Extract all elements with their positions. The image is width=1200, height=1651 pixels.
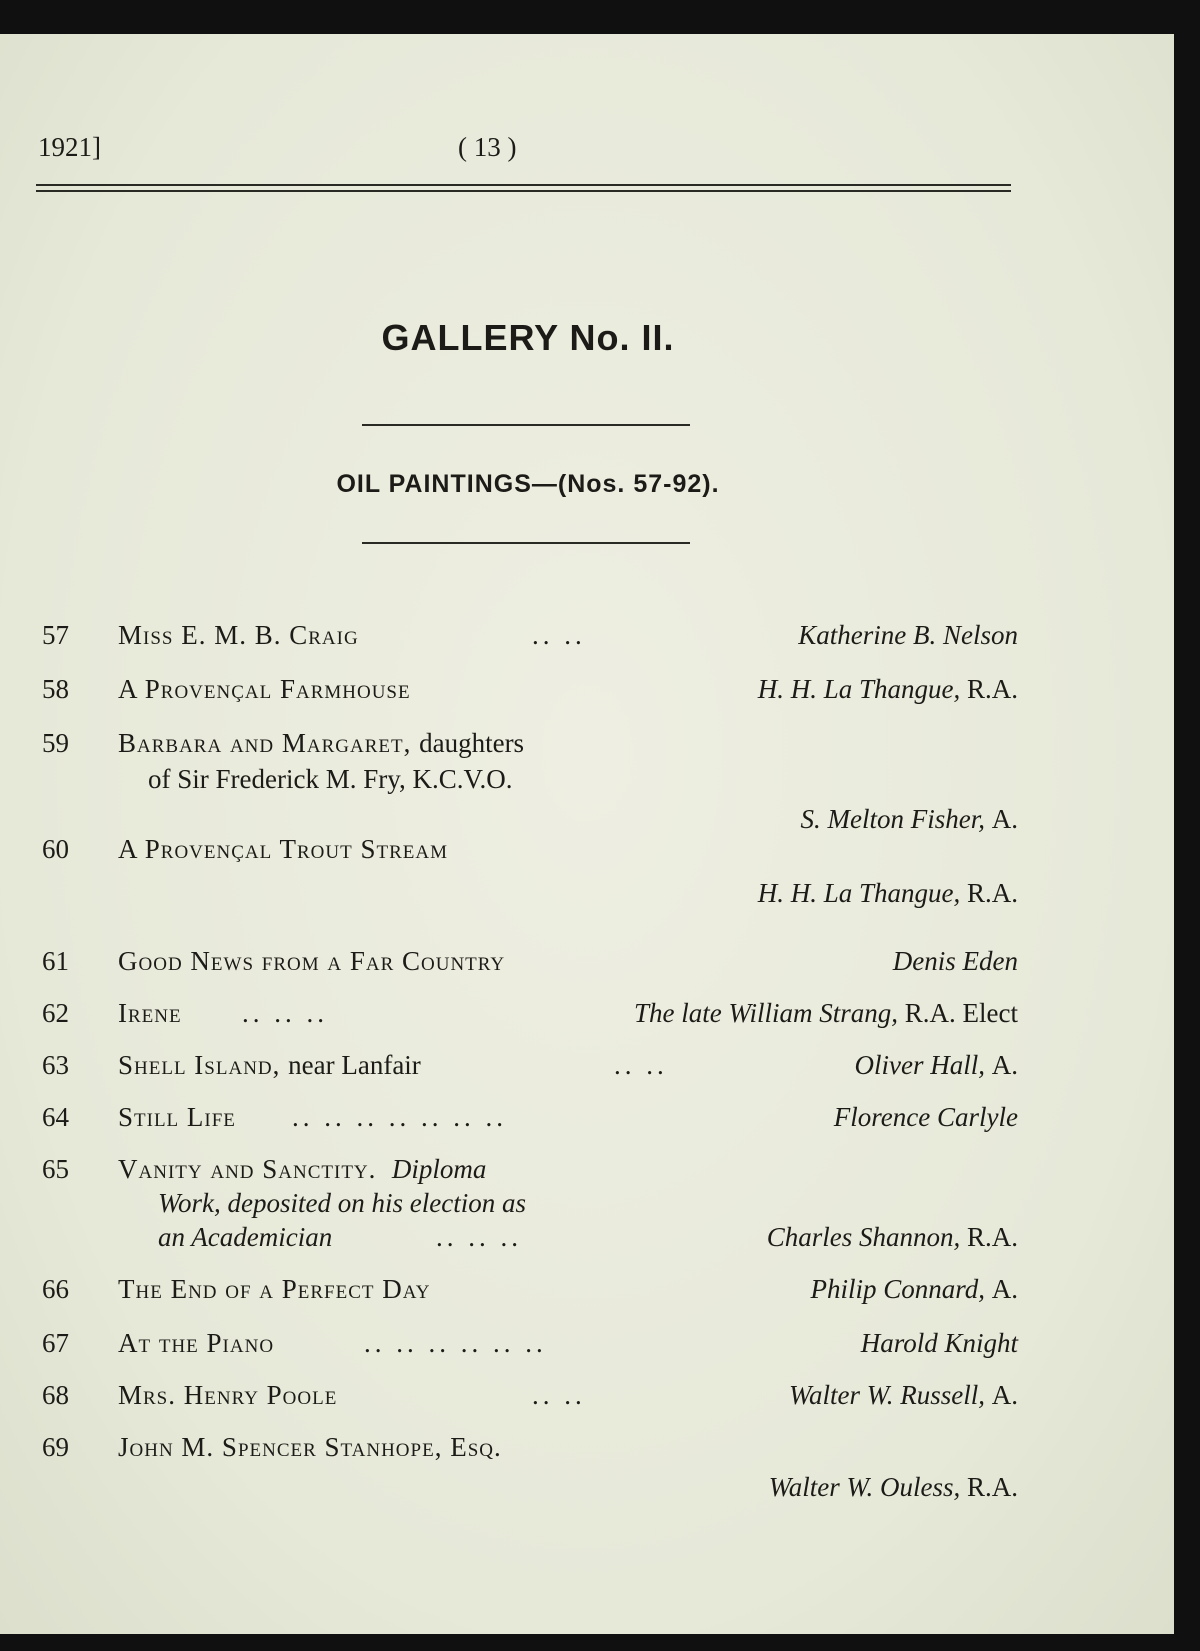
artist-name: Charles Shannon, — [766, 1222, 961, 1252]
dot-leader: .. .. .. — [242, 998, 328, 1028]
section-title: OIL PAINTINGS—(Nos. 57-92). — [336, 470, 720, 498]
entry-title: Mrs. Henry Poole — [118, 1380, 338, 1410]
title-rule-upper — [362, 424, 690, 426]
entry-title: Still Life — [118, 1102, 236, 1132]
entry-title-main: Barbara and Margaret, — [118, 728, 412, 758]
artist-rank: R.A. — [966, 674, 1018, 704]
artist-rank: A. — [991, 1050, 1018, 1080]
entry-artist — [810, 1274, 1018, 1305]
year-label: 1921] — [38, 132, 101, 162]
entry-artist — [767, 1222, 1018, 1253]
catalogue-page — [0, 34, 1174, 1634]
artist-name: H. H. La Thangue, — [757, 878, 961, 908]
gallery-title: GALLERY No. II. — [381, 317, 675, 358]
dot-leader: .. .. — [614, 1050, 668, 1080]
entry-title: Good News from a Far Country — [118, 946, 506, 976]
entry-number: 61 — [42, 946, 69, 976]
artist-name: H. H. La Thangue, — [757, 674, 961, 704]
entry-number: 63 — [42, 1050, 69, 1080]
entry-title: A Provençal Trout Stream — [118, 834, 448, 864]
entry-title-rest: Diploma — [391, 1154, 487, 1184]
entry-number: 58 — [42, 674, 69, 704]
entry-artist — [798, 620, 1018, 651]
entry-artist — [861, 1328, 1018, 1359]
entry-artist — [634, 998, 1018, 1029]
entry-number: 62 — [42, 998, 69, 1028]
entry-number: 64 — [42, 1102, 69, 1132]
artist-name: Katherine B. Nelson — [798, 620, 1018, 650]
entry-title: The End of a Perfect Day — [118, 1274, 431, 1304]
entry-number: 66 — [42, 1274, 69, 1304]
title-rule-lower — [362, 542, 690, 544]
dot-leader: .. .. .. — [436, 1222, 522, 1252]
header-double-rule — [36, 184, 1011, 192]
entry-number: 68 — [42, 1380, 69, 1410]
entry-artist — [769, 1472, 1018, 1503]
entry-title: At the Piano — [118, 1328, 275, 1358]
artist-name: Harold Knight — [860, 1328, 1018, 1358]
entry-artist — [789, 1380, 1018, 1411]
artist-rank: R.A. — [966, 1472, 1018, 1502]
entry-title — [118, 1050, 421, 1081]
entry-number: 69 — [42, 1432, 69, 1462]
entry-title-rest: near Lanfair — [288, 1050, 421, 1080]
entry-title-line2: of Sir Frederick M. Fry, K.C.V.O. — [148, 764, 513, 794]
artist-name: The late William Strang, — [634, 998, 899, 1028]
entry-number: 60 — [42, 834, 69, 864]
artist-name: Walter W. Ouless, — [768, 1472, 961, 1502]
artist-rank: R.A. — [966, 878, 1018, 908]
entry-number: 57 — [42, 620, 69, 650]
entry-title: A Provençal Farmhouse — [118, 674, 411, 704]
entry-title-main: Shell Island, — [118, 1050, 281, 1080]
artist-name: Denis Eden — [892, 946, 1018, 976]
entry-title: Miss E. M. B. Craig — [118, 620, 359, 650]
artist-name: Florence Carlyle — [833, 1102, 1018, 1132]
entry-title — [118, 1154, 486, 1185]
dot-leader: .. .. — [532, 620, 586, 650]
entry-number: 67 — [42, 1328, 69, 1358]
entry-title-rest: daughters — [419, 728, 525, 758]
artist-rank: A. — [991, 804, 1018, 834]
artist-rank: R.A. — [966, 1222, 1018, 1252]
entry-artist — [801, 804, 1018, 835]
entry-artist — [893, 946, 1018, 977]
artist-rank: A. — [991, 1380, 1018, 1410]
artist-name: Oliver Hall, — [854, 1050, 985, 1080]
entry-title: Irene — [118, 998, 182, 1028]
entry-artist — [834, 1102, 1018, 1133]
entry-number: 59 — [42, 728, 69, 758]
page-number: ( 13 ) — [458, 132, 517, 162]
artist-rank: R.A. Elect — [904, 998, 1018, 1028]
dot-leader: .. .. .. .. .. .. — [364, 1328, 547, 1358]
entry-artist — [758, 674, 1018, 705]
entry-title: John M. Spencer Stanhope, Esq. — [118, 1432, 502, 1462]
artist-name: Walter W. Russell, — [788, 1380, 985, 1410]
artist-name: Philip Connard, — [810, 1274, 985, 1304]
entry-title-line3: an Academician — [158, 1222, 333, 1252]
entry-title-line2: Work, deposited on his election as — [158, 1188, 526, 1218]
dot-leader: .. .. — [532, 1380, 586, 1410]
artist-name: S. Melton Fisher, — [800, 804, 985, 834]
entry-number: 65 — [42, 1154, 69, 1184]
entry-artist — [758, 878, 1018, 909]
entry-title — [118, 728, 524, 759]
running-head — [38, 132, 1010, 172]
artist-rank: A. — [991, 1274, 1018, 1304]
entry-artist — [855, 1050, 1018, 1081]
entry-title-main: Vanity and Sanctity. — [118, 1154, 377, 1184]
dot-leader: .. .. .. .. .. .. .. — [292, 1102, 507, 1132]
